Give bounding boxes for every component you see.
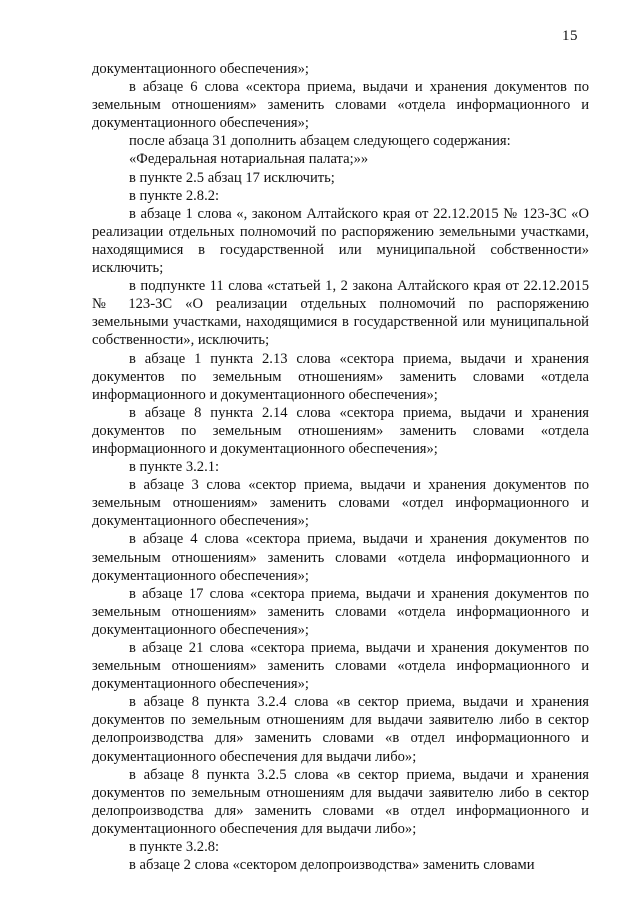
paragraph: в абзаце 1 слова «, законом Алтайского края от 22.12.2015 № 123-ЗС «О реализации отдельных полномочий по распоряжению земельными участками, находящимися в государственной или муниципальной собственности» исключить; [92,205,589,277]
page-number: 15 [562,28,578,44]
paragraph: в пункте 2.8.2: [129,187,220,204]
paragraph: «Федеральная нотариальная палата;»» [129,151,369,168]
paragraph: в пункте 2.5 абзац 17 исключить; [129,169,335,186]
paragraph: в абзаце 21 слова «сектора приема, выдачи и хранения документов по земельным отношениям» заменить словами «отдела информационного и документационного обеспечения»; [92,640,589,693]
paragraph: в абзаце 6 слова «сектора приема, выдачи и хранения документов по земельным отношениям» заменить словами «отдела информационного и документационного обеспечения»; [92,79,589,132]
paragraph: в абзаце 17 слова «сектора приема, выдачи и хранения документов по земельным отношениям» заменить словами «отдела информационного и документационного обеспечения»; [92,585,589,638]
paragraph: в пункте 3.2.1: [129,459,220,476]
paragraph: после абзаца 31 дополнить абзацем следующего содержания: [129,133,511,150]
paragraph: в абзаце 8 пункта 2.14 слова «сектора приема, выдачи и хранения документов по земельным отношениям» заменить словами «отдела информационного и документационного обеспечения»; [92,404,589,457]
paragraph: в абзаце 1 пункта 2.13 слова «сектора приема, выдачи и хранения документов по земельным отношениям» заменить словами «отдела информационного и документационного обеспечения»; [92,350,589,403]
paragraph: в абзаце 8 пункта 3.2.4 слова «в сектор приема, выдачи и хранения документов по земельным отношениям для выдачи заявителю либо в сектор делопроизводства для» заменить словами «в отдел информационного и документационного обеспечения для выдачи либо»; [92,694,589,765]
paragraph: в абзаце 2 слова «сектором делопроизводства» заменить словами [129,857,535,874]
paragraph: в абзаце 3 слова «сектор приема, выдачи и хранения документов по земельным отношениям» заменить словами «отдел информационного и документационного обеспечения»; [92,477,589,530]
paragraph: в абзаце 4 слова «сектора приема, выдачи и хранения документов по земельным отношениям» заменить словами «отдела информационного и документационного обеспечения»; [92,531,589,584]
paragraph: документационного обеспечения»; [92,61,309,77]
paragraph: в подпункте 11 слова «статьей 1, 2 закона Алтайского края от 22.12.2015 № 123-ЗС «О реализации отдельных полномочий по распоряжению земельными участками, находящимися в государственной или муниципальной собственности», исключить; [92,278,589,349]
paragraph: в абзаце 8 пункта 3.2.5 слова «в сектор приема, выдачи и хранения документов по земельным отношениям для выдачи заявителю либо в сектор делопроизводства для» заменить словами «в отдел информационного и документационного обеспечения для выдачи либо»; [92,766,589,837]
document-body [92,60,589,874]
paragraph: в пункте 3.2.8: [129,839,220,856]
